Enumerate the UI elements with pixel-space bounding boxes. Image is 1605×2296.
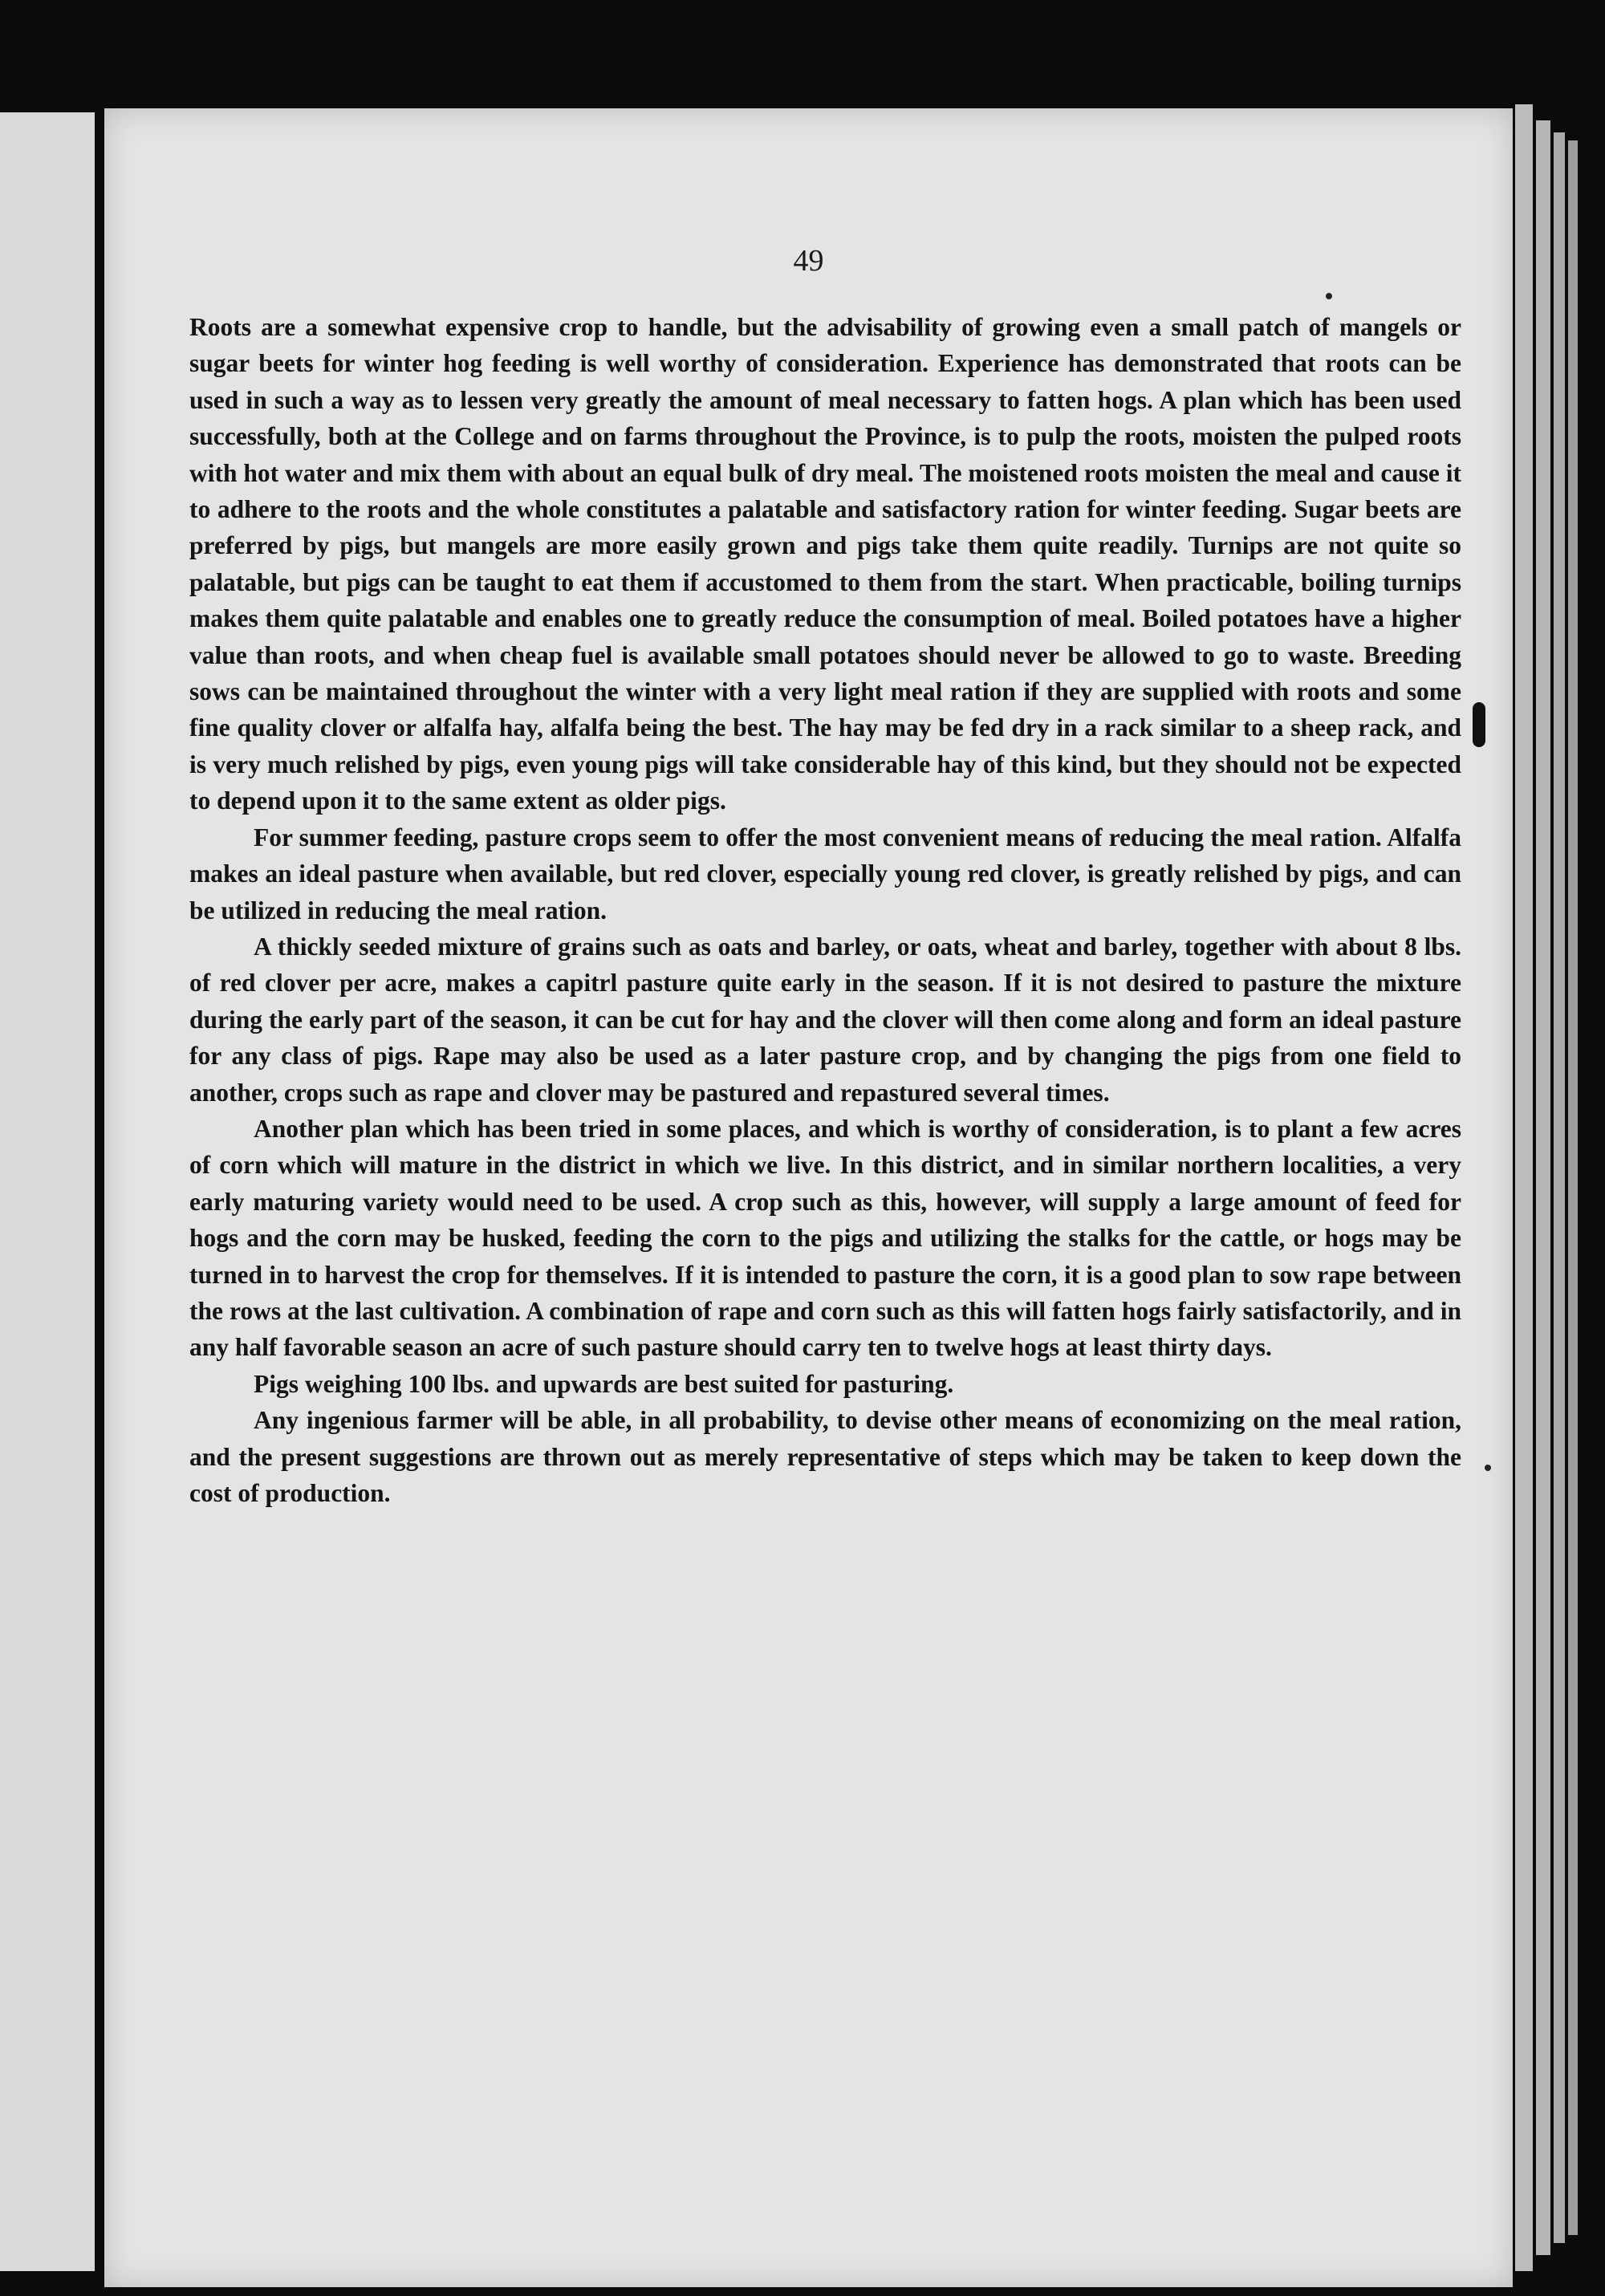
paragraph-pig-weight: Pigs weighing 100 lbs. and upwards are best suited for pasturing.	[254, 1369, 954, 1398]
paragraph-summer-feeding: For summer feeding, pasture crops seem to offer the most convenient means of reducing the meal ration. Alfalfa makes an ideal pasture when available, but red clover, especially young red clover, is greatly relished by pigs, and can be utilized in reducing the meal ration.	[189, 823, 1461, 924]
paragraph-grain-mixture: A thickly seeded mixture of grains such as oats and barley, or oats, wheat and barley, together with about 8 lbs. of red clover per acre, makes a capitrl pasture quite early in the season. If it is not desired to pasture the mixture during the early part of the season, it can be cut for hay and the clover will then come along and form an ideal pasture for any class of pigs. Rape may also be used as a later pasture crop, and by changing the pigs from one field to another, crops such as rape and clover may be pastured and repastured several times.	[189, 932, 1461, 1107]
ink-speck	[1485, 1465, 1491, 1471]
ink-speck	[1326, 293, 1332, 299]
paragraph-conclusion: Any ingenious farmer will be able, in all probability, to devise other means of economizing on the meal ration, and the present suggestions are thrown out as merely representative of steps which may be taken to keep down the cost of production.	[189, 1406, 1461, 1507]
paragraph-corn-plan: Another plan which has been tried in some places, and which is worthy of consideration, is to plant a few acres of corn which will mature in the district in which we live. In this district, and in similar northern localities, a very early maturing variety would need to be used. A crop such as this, however, will supply a large amount of feed for hogs and the corn may be husked, feeding the corn to the pigs and utilizing the stalks for the cattle, or hogs may be turned in to harvest the crop for themselves. If it is intended to pasture the corn, it is a good plan to sow rape between the rows at the last cultivation. A combination of rape and corn such as this will fatten hogs fairly satisfactorily, and in any half favorable season an acre of such pasture should carry ten to twelve hogs at least thirty days.	[189, 1114, 1461, 1362]
page-stack-edge	[1515, 104, 1533, 2271]
page-stack-edge	[1568, 140, 1578, 2235]
page-stack-edge	[1536, 120, 1550, 2255]
margin-ink-mark	[1473, 702, 1485, 747]
page-number: 49	[793, 244, 824, 278]
paragraph-roots: Roots are a somewhat expensive crop to handle, but the advisability of growing even a small patch of mangels or sugar beets for winter hog feeding is well worthy of consideration. Experience has demonstrated that roots can be used in such a way as to lessen very greatly the amount of meal necessary to fatten hogs. A plan which has been used successfully, both at the College and on farms throughout the Province, is to pulp the roots, moisten the pulped roots with hot water and mix them with about an equal bulk of dry meal. The moistened roots moisten the meal and cause it to adhere to the roots and the whole constitutes a palatable and satisfactory ration for winter feeding. Sugar beets are preferred by pigs, but mangels are more easily grown and pigs take them quite readily. Turnips are not quite so palatable, but pigs can be taught to eat them if accustomed to them from the start. When practicable, boiling turnips makes them quite palatable and enables one to greatly reduce the consumption of meal. Boiled potatoes have a higher value than roots, and when cheap fuel is available small potatoes should never be allowed to go to waste. Breeding sows can be maintained throughout the winter with a very light meal ration if they are supplied with roots and some fine quality clover or alfalfa hay, alfalfa being the best. The hay may be fed dry in a rack similar to a sheep rack, and is very much relished by pigs, even young pigs will take considerable hay of this kind, but they should not be expected to depend upon it to the same extent as older pigs.	[189, 313, 1461, 815]
book-page	[104, 108, 1513, 2287]
previous-page-edge	[0, 112, 95, 2271]
page-body-text	[189, 309, 1461, 1511]
page-stack-edge	[1554, 132, 1565, 2243]
